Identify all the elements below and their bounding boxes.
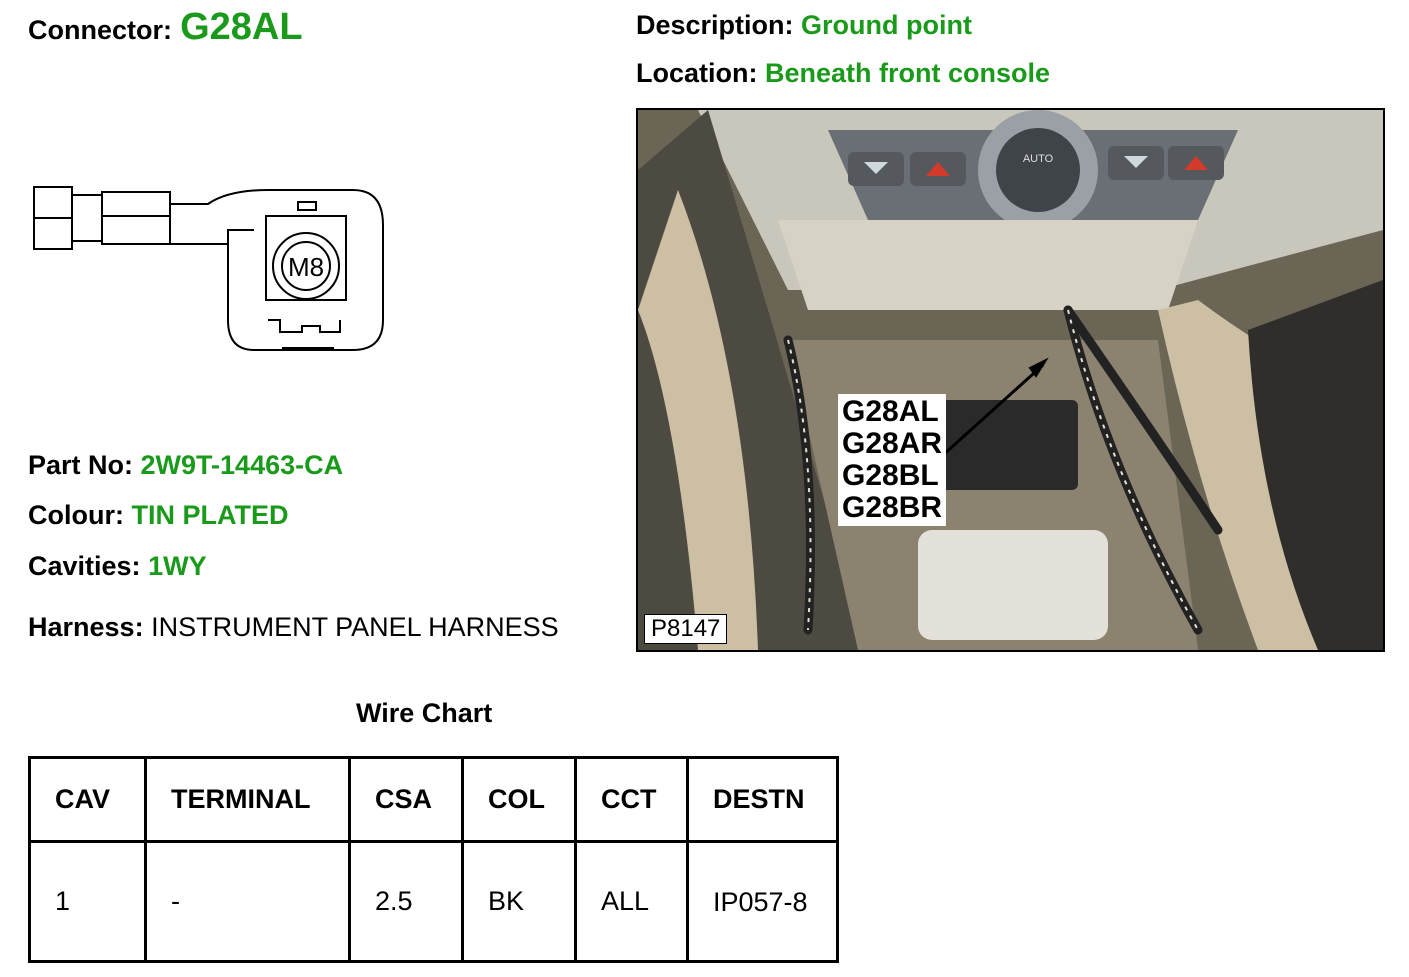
- connector-heading: [28, 6, 303, 49]
- console-photo-illustration: [638, 110, 1383, 650]
- photo-callout-labels: [838, 394, 946, 526]
- cell-destn: IP057-8: [688, 842, 838, 962]
- cell-cav: 1: [30, 842, 146, 962]
- wire-chart-title: Wire Chart: [356, 698, 493, 728]
- description-label: Description:: [636, 10, 794, 40]
- location-value: Beneath front console: [765, 58, 1051, 88]
- part-number-label: Part No:: [28, 450, 134, 480]
- description-line: [636, 10, 972, 41]
- header-csa: CSA: [350, 758, 463, 842]
- connector-drawing: [28, 180, 388, 360]
- colour-label: Colour:: [28, 500, 124, 530]
- callout-g28ar: G28AR: [842, 427, 943, 460]
- callout-g28al: G28AL: [842, 395, 939, 428]
- cavities-label: Cavities:: [28, 551, 141, 581]
- harness-label: Harness:: [28, 612, 144, 642]
- cell-terminal: -: [146, 842, 350, 962]
- header-cav: CAV: [30, 758, 146, 842]
- colour-value: TIN PLATED: [131, 500, 289, 530]
- cell-col: BK: [463, 842, 576, 962]
- harness-value: INSTRUMENT PANEL HARNESS: [151, 612, 559, 642]
- table-row: [30, 842, 838, 962]
- wire-chart-table: [28, 756, 839, 963]
- connector-label: Connector:: [28, 15, 172, 45]
- cavities-line: [28, 551, 207, 582]
- location-label: Location:: [636, 58, 758, 88]
- cell-cct: ALL: [576, 842, 688, 962]
- harness-line: [28, 612, 559, 643]
- header-destn: DESTN: [688, 758, 838, 842]
- header-cct: CCT: [576, 758, 688, 842]
- photo-reference: P8147: [644, 614, 727, 644]
- description-value: Ground point: [801, 10, 972, 40]
- table-header-row: [30, 758, 838, 842]
- location-line: [636, 58, 1050, 89]
- panel-auto-text: AUTO: [1022, 153, 1054, 165]
- connector-code: G28AL: [180, 6, 303, 48]
- callout-g28bl: G28BL: [842, 459, 939, 492]
- cell-csa: 2.5: [350, 842, 463, 962]
- header-col: COL: [463, 758, 576, 842]
- location-photo: [636, 108, 1385, 652]
- cavities-value: 1WY: [148, 551, 207, 581]
- stud-size-label: M8: [287, 252, 325, 282]
- callout-g28br: G28BR: [842, 491, 943, 524]
- colour-line: [28, 500, 289, 531]
- part-number-line: [28, 450, 343, 481]
- part-number-value: 2W9T-14463-CA: [140, 450, 344, 480]
- header-terminal: TERMINAL: [146, 758, 350, 842]
